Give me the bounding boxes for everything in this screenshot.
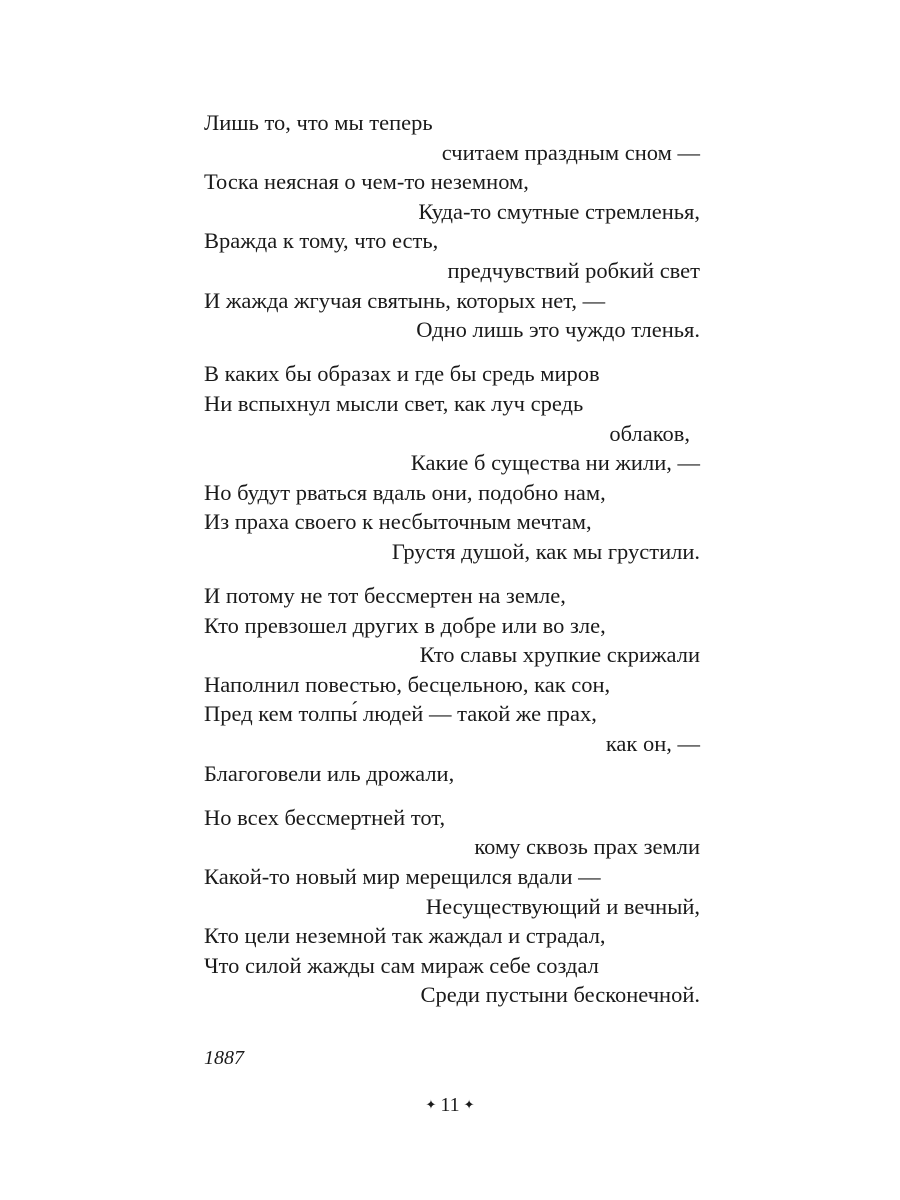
poem-date: 1887 — [204, 1047, 244, 1069]
verse-line: Ни вспыхнул мысли свет, как луч средь — [204, 390, 584, 416]
verse-line: Пред кем толпы́ людей — такой же прах, — [204, 701, 597, 727]
verse-line: Кто превзошел других в добре или во зле, — [204, 612, 606, 638]
stanza — [204, 581, 700, 788]
verse-line: Лишь то, что мы теперь — [204, 110, 433, 135]
verse-line: Несуществующий и вечный, — [425, 893, 700, 919]
ornament-star-icon: ✦ — [425, 1098, 437, 1113]
verse-line: Но будут рваться вдаль они, подобно нам, — [204, 479, 606, 505]
verse-line: Наполнил повестью, бесцельною, как сон, — [204, 671, 611, 697]
verse-line: предчувствий робкий свет — [447, 257, 700, 283]
verse-line: Кто славы хрупкие скрижали — [419, 642, 700, 668]
stanza — [204, 359, 700, 566]
verse-line: И жажда жгучая святынь, которых нет, — — [204, 287, 606, 313]
stanza — [204, 803, 700, 1010]
stanza — [204, 108, 700, 345]
verse-line: Куда-то смутные стремленья, — [418, 198, 700, 224]
verse-line: Грустя душой, как мы грустили. — [391, 538, 700, 564]
verse-line: Какие б существа ни жили, — — [410, 450, 700, 476]
verse-line: облаков, — [609, 420, 690, 446]
verse-line: Одно лишь это чуждо тленья. — [416, 317, 700, 343]
page-number: 11 — [440, 1094, 460, 1116]
page-folio — [0, 1090, 900, 1121]
stanza-gap — [204, 345, 700, 360]
verse-line: кому сквозь прах земли — [474, 834, 700, 860]
verse-line: считаем праздным сном — — [441, 139, 700, 165]
ornament-star-icon: ✦ — [463, 1098, 475, 1113]
verse-line: В каких бы образах и где бы средь миров — [204, 361, 600, 387]
poem-text — [204, 108, 700, 1010]
verse-line: И потому не тот бессмертен на земле, — [204, 583, 566, 609]
verse-line: Что силой жажды сам мираж себе создал — [204, 952, 599, 978]
verse-line: Вражда к тому, что есть, — [204, 228, 439, 254]
stanza-gap — [204, 567, 700, 582]
verse-line: Какой-то новый мир мерещился вдали — — [204, 864, 601, 890]
verse-line: как он, — — [605, 731, 700, 757]
verse-line: Из праха своего к несбыточным мечтам, — [204, 509, 592, 535]
verse-line: Но всех бессмертней тот, — [204, 804, 446, 830]
stanza-gap — [204, 788, 700, 803]
verse-line: Среди пустыни бесконечной. — [420, 982, 700, 1008]
verse-line: Благоговели иль дрожали, — [204, 760, 455, 786]
verse-line: Тоска неясная о чем-то неземном, — [204, 169, 529, 195]
verse-line: Кто цели неземной так жаждал и страдал, — [204, 923, 606, 949]
